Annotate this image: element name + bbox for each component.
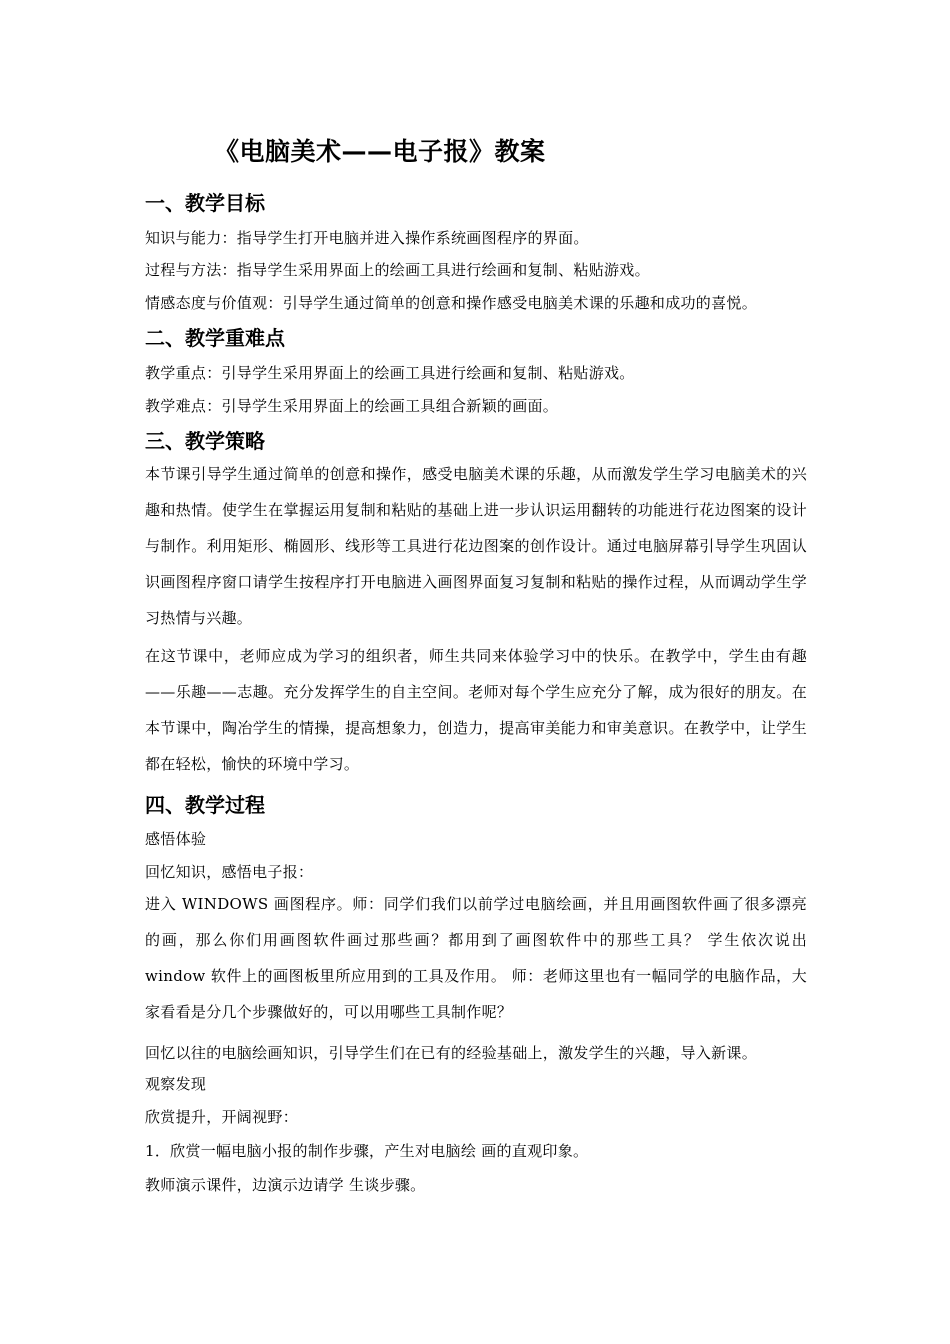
process-line-demo: 教师演示课件，边演示边请学 生谈步骤。 [145,1176,426,1194]
section-heading-strategy: 三、教学策略 [145,429,265,453]
process-line-appreciate: 欣赏提升，开阔视野： [145,1108,299,1126]
difficult-point: 教学难点：引导学生采用界面上的绘画工具组合新颖的画面。 [145,397,559,415]
objective-knowledge: 知识与能力：指导学生打开电脑并进入操作系统画图程序的界面。 [145,229,589,247]
key-point: 教学重点：引导学生采用界面上的绘画工具进行绘画和复制、粘贴游戏。 [145,364,635,382]
objective-emotion: 情感态度与价值观：引导学生通过简单的创意和操作感受电脑美术课的乐趣和成功的喜悦。 [145,294,758,312]
document-title: 《电脑美术——电子报》教案 [214,137,546,166]
section-heading-key-points: 二、教学重难点 [145,326,285,350]
section-heading-process: 四、教学过程 [145,793,265,817]
process-paragraph-intro: 进入 WINDOWS 画图程序。师：同学们我们以前学过电脑绘画，并且用画图软件画了很多漂亮的画，那么你们用画图软件画过那些画？都用到了画图软件中的那些工具？ 学生依次说出 window 软件上的画图板里所应用到的工具及作用。 师：老师这里也有一幅同学的电脑作品，大家看看是分几个步骤做好的，可以用哪些工具制作呢？ [145,895,807,1021]
process-line-review: 回忆以往的电脑绘画知识，引导学生们在已有的经验基础上，激发学生的兴趣，导入新课。 [145,1044,758,1062]
process-line-recall: 回忆知识，感悟电子报： [145,863,314,881]
process-subheading-observe: 观察发现 [145,1075,207,1093]
section-heading-objectives: 一、教学目标 [145,191,265,215]
process-subheading-experience: 感悟体验 [145,830,207,848]
strategy-paragraph-2: 在这节课中，老师应成为学习的组织者，师生共同来体验学习中的快乐。在教学中，学生由有趣——乐趣——志趣。充分发挥学生的自主空间。老师对每个学生应充分了解，成为很好的朋友。在本节课中，陶冶学生的情操，提高想象力，创造力，提高审美能力和审美意识。在教学中，让学生都在轻松，愉快的环境中学习。 [145,647,807,773]
objective-process: 过程与方法：指导学生采用界面上的绘画工具进行绘画和复制、粘贴游戏。 [145,261,650,279]
process-step-1: 1．欣赏一幅电脑小报的制作步骤，产生对电脑绘 画的直观印象。 [145,1142,589,1160]
strategy-paragraph-1: 本节课引导学生通过简单的创意和操作，感受电脑美术课的乐趣，从而激发学生学习电脑美术的兴趣和热情。使学生在掌握运用复制和粘贴的基础上进一步认识运用翻转的功能进行花边图案的设计与制作。利用矩形、椭圆形、线形等工具进行花边图案的创作设计。通过电脑屏幕引导学生巩固认识画图程序窗口请学生按程序打开电脑进入画图界面复习复制和粘贴的操作过程，从而调动学生学习热情与兴趣。 [145,465,807,627]
